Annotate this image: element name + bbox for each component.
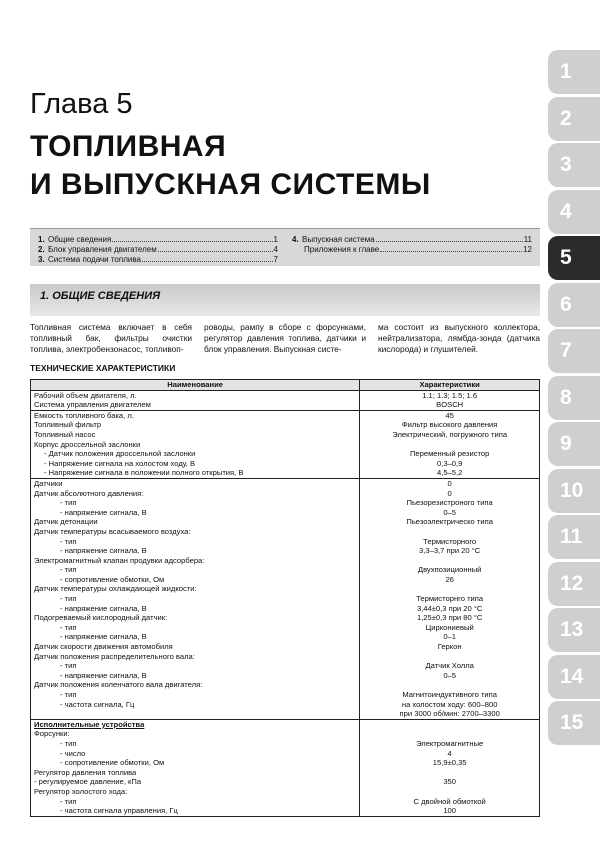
spec-value [363, 652, 536, 662]
toc-number: 4. [292, 235, 299, 244]
chapter-tab-11[interactable]: 11 [548, 515, 600, 559]
spec-name: Датчик положения распределительного вала: [34, 651, 195, 661]
spec-value: 0,3–0,9 [436, 458, 463, 468]
spec-value: Пьезоэлектрическо типа [406, 517, 493, 527]
spec-value: 4 [447, 748, 452, 758]
toc-label: Общие сведения [48, 235, 112, 244]
toc-label: Система подачи топлива [48, 255, 141, 264]
spec-block-row [31, 719, 540, 816]
spec-value: 0–1 [443, 632, 456, 642]
spec-value: 4,5–5,2 [436, 468, 463, 478]
spec-block-row [31, 478, 540, 719]
spec-value: Датчик Холла [425, 661, 474, 671]
spec-value: Электрический, погружного типа [392, 429, 508, 439]
spec-value: Двухпозиционный [417, 565, 482, 575]
spec-names [31, 478, 360, 719]
spec-values [360, 390, 540, 410]
chapter-tab-4[interactable]: 4 [548, 190, 600, 234]
spec-name: - число [60, 748, 86, 758]
spec-name: - Напряжение сигнала в положении полного открытия, В [44, 468, 244, 478]
toc-number: 3. [38, 255, 45, 264]
spec-value: Циркониевый [425, 622, 474, 632]
spec-name: Рабочий объем двигателя, л. [34, 390, 137, 400]
toc-entry [38, 245, 278, 254]
spec-value: 3,44±0,3 при 20 °С [416, 603, 483, 613]
spec-value: Термисторного [423, 536, 477, 546]
spec-value [363, 787, 536, 797]
spec-name: Датчик скорости движения автомобиля [34, 642, 173, 652]
spec-value: на холостом ходу: 600–800 [401, 699, 498, 709]
spec-name: - тип [60, 738, 77, 748]
intro-column-2: роводы, рампу в сборе с форсунками, регулятор давления топлива, датчики и блок управления. Выпускная систе- [204, 322, 366, 354]
spec-name: - регулируемое давление, кПа [34, 777, 142, 787]
spec-name: - напряжение сигнала, В [60, 603, 147, 613]
spec-value [363, 556, 536, 566]
side-chapter-tabs [548, 50, 600, 748]
section-title: 1. ОБЩИЕ СВЕДЕНИЯ [30, 284, 540, 316]
spec-value [363, 584, 536, 594]
spec-values [360, 410, 540, 478]
spec-name: Датчик положения коленчатого вала двигателя: [34, 680, 203, 690]
spec-block-row [31, 410, 540, 478]
spec-value: при 3000 об/мин: 2700–3300 [399, 709, 500, 719]
spec-names [31, 390, 360, 410]
spec-name: - напряжение сигнала, В [60, 507, 147, 517]
spec-value: 350 [443, 777, 456, 787]
spec-name: - напряжение сигнала, В [60, 670, 147, 680]
toc-entry [292, 235, 532, 244]
spec-name: - напряжение сигнала, В [60, 546, 147, 556]
spec-name: Датчик температуры охлаждающей жидкости: [34, 584, 197, 594]
header-name: Наименование [31, 380, 360, 391]
spec-name: Датчик абсолютного давления: [34, 488, 144, 498]
spec-name: - сопротивление обмотки, Ом [60, 574, 165, 584]
chapter-tab-5[interactable]: 5 [548, 236, 600, 280]
spec-value: 15,9±0,35 [432, 758, 467, 768]
spec-name: - частота сигнала, Гц [60, 699, 135, 709]
toc-leader [112, 235, 272, 242]
spec-name: Регулятор давления топлива [34, 767, 137, 777]
title-line-2: И ВЫПУСКНАЯ СИСТЕМЫ [30, 168, 431, 201]
spec-name: - сопротивление обмотки, Ом [60, 758, 165, 768]
toc-page: 4 [273, 245, 278, 254]
spec-value: BOSCH [436, 400, 464, 410]
chapter-tab-1[interactable]: 1 [548, 50, 600, 94]
spec-name: Емкость топливного бака, л. [34, 410, 134, 420]
spec-name: - тип [60, 536, 77, 546]
spec-value: Переменный резистор [409, 449, 490, 459]
toc-entry [38, 235, 278, 244]
toc-leader [142, 255, 273, 262]
spec-name [34, 709, 356, 719]
spec-name: Топливный фильтр [34, 420, 102, 430]
toc-entry [38, 255, 278, 264]
spec-name: Корпус дроссельной заслонки [34, 439, 141, 449]
spec-value: 0 [447, 478, 452, 488]
spec-name: - тип [60, 622, 77, 632]
spec-name: Система управления двигателем [34, 400, 151, 410]
chapter-label: Глава 5 [30, 88, 133, 120]
chapter-tab-2[interactable]: 2 [548, 97, 600, 141]
chapter-tab-7[interactable]: 7 [548, 329, 600, 373]
spec-value [363, 440, 536, 450]
spec-name: - тип [60, 661, 77, 671]
spec-name: - тип [60, 594, 77, 604]
spec-names [31, 719, 360, 816]
spec-value: 3,3–3,7 при 20 °С [419, 546, 481, 556]
chapter-tab-6[interactable]: 6 [548, 283, 600, 327]
intro-column-1: Топливная система включает в себя топливный бак, фильтры очистки топлива, электробензонасос, топливоп- [30, 322, 192, 354]
spec-value: Магнитоиндуктивного типа [402, 690, 498, 699]
toc-page: 1 [273, 235, 278, 244]
toc-number: 2. [38, 245, 45, 254]
chapter-tab-15[interactable]: 15 [548, 701, 600, 745]
spec-name: - тип [60, 565, 77, 575]
spec-name: - частота сигнала управления, Гц [60, 806, 178, 816]
spec-name: Электромагнитный клапан продувки адсорбера: [34, 555, 205, 565]
spec-value: 0 [447, 488, 452, 498]
chapter-tab-13[interactable]: 13 [548, 608, 600, 652]
spec-value: 1,25±0,3 при 80 °С [416, 613, 483, 623]
spec-value: 1.1; 1.3; 1.5; 1.6 [422, 390, 478, 400]
spec-value: Геркон [437, 642, 462, 652]
spec-value: 100 [443, 806, 456, 816]
toc-entry [292, 245, 532, 254]
spec-name: - напряжение сигнала, В [60, 632, 147, 642]
spec-name: - тип [60, 796, 77, 806]
chapter-tab-10[interactable]: 10 [548, 469, 600, 513]
toc-page: 12 [523, 245, 532, 254]
spec-value [363, 720, 536, 730]
spec-table [30, 379, 540, 817]
spec-name: - тип [60, 498, 77, 508]
spec-value [363, 729, 536, 739]
spec-name: Датчик температуры всасываемого воздуха: [34, 526, 191, 536]
toc-leader [158, 245, 273, 252]
toc-number [292, 245, 304, 254]
chapter-tab-12[interactable]: 12 [548, 562, 600, 606]
spec-name: Датчики [34, 478, 63, 488]
spec-name: Датчик детонации [34, 517, 98, 527]
spec-value: Термисторнго типа [416, 594, 484, 604]
intro-column-3: ма состоит из выпускного коллектора, нейтрализатора, лямбда-зонда (датчика кислорода) и глушителей. [378, 322, 540, 354]
chapter-tab-9[interactable]: 9 [548, 422, 600, 466]
toc-leader [380, 245, 522, 252]
header-value: Характеристики [360, 380, 540, 391]
toc-label: Блок управления двигателем [48, 245, 157, 254]
title-line-1: ТОПЛИВНАЯ [30, 130, 227, 163]
spec-name: - Напряжение сигнала на холостом ходу, В [44, 458, 196, 468]
spec-name: Регулятор холостого хода: [34, 786, 128, 796]
toc-leader [376, 235, 523, 242]
spec-value: Электромагнитные [416, 738, 484, 748]
spec-name: Подогреваемый кислородный датчик: [34, 613, 168, 623]
chapter-tab-8[interactable]: 8 [548, 376, 600, 420]
spec-values [360, 478, 540, 719]
toc-number: 1. [38, 235, 45, 244]
spec-value [363, 680, 536, 690]
spec-value: 45 [445, 410, 454, 420]
spec-value [363, 527, 536, 537]
spec-value: 0–5 [443, 670, 456, 680]
spec-value: 0–5 [443, 507, 456, 517]
chapter-tab-3[interactable]: 3 [548, 143, 600, 187]
toc-label: Выпускная система [302, 235, 375, 244]
spec-name: Исполнительные устройства [34, 719, 145, 729]
spec-block-row [31, 390, 540, 410]
spec-value: 26 [445, 574, 454, 584]
chapter-tab-14[interactable]: 14 [548, 655, 600, 699]
spec-values [360, 719, 540, 816]
spec-names [31, 410, 360, 478]
spec-name: - тип [60, 690, 77, 699]
spec-value: Пьезорезистроного типа [406, 498, 493, 508]
spec-name: Форсунки: [34, 729, 70, 739]
page-title [30, 128, 431, 204]
toc-page: 7 [273, 255, 278, 264]
toc-label: Приложения к главе [304, 245, 380, 254]
spec-name: Топливный насос [34, 429, 96, 439]
spec-name: - Датчик положения дроссельной заслонки [44, 449, 196, 459]
table-of-contents [30, 228, 540, 266]
spec-value: Фильтр высокого давления [401, 420, 498, 430]
spec-value: С двойной обмоткой [413, 796, 486, 806]
spec-heading: ТЕХНИЧЕСКИЕ ХАРАКТЕРИСТИКИ [30, 363, 176, 373]
spec-value [363, 768, 536, 778]
toc-page: 11 [523, 235, 532, 244]
